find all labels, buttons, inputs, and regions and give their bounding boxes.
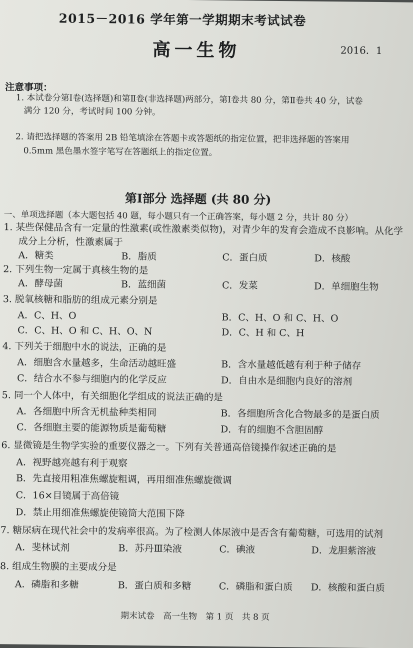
notice-title: 注意事项： bbox=[5, 82, 53, 94]
option: A．细胞含水量越多，生命活动越旺盛 bbox=[17, 357, 177, 370]
option: B．含水量越低越有利于种子储存 bbox=[221, 359, 362, 372]
question-stem: 7. 糖尿病在现代社会中的发病率很高。为了检测人体尿液中是否含有葡萄糖，可选用的试剂 bbox=[0, 525, 384, 541]
option: D．禁止用细准焦螺旋使镜筒大范围下降 bbox=[15, 507, 185, 520]
option: A．糖类 bbox=[18, 250, 54, 262]
option: D．有的细胞不含胆固醇 bbox=[220, 424, 324, 437]
option: D．核酸 bbox=[314, 253, 351, 265]
option: A．斐林试剂 bbox=[15, 542, 70, 554]
option: B．蓝细菌 bbox=[120, 279, 167, 291]
option: C．发菜 bbox=[221, 280, 258, 292]
option: A．酵母菌 bbox=[17, 278, 63, 290]
option: D．龙胆紫溶液 bbox=[311, 545, 376, 557]
option: C．结合水不参与细胞内的化学反应 bbox=[16, 373, 167, 386]
notice-line: 2. 请把选择题的答案用 2B 铅笔填涂在答题卡或答题纸的指定位置，把非选择题的答案用 bbox=[15, 132, 350, 146]
subject-title: 高一生物 bbox=[152, 39, 241, 62]
page-footer: 期末试卷 高一生物 第 1 页 共 8 页 bbox=[120, 611, 270, 623]
question-stem: 2. 下列生物一定属于真核生物的是 bbox=[3, 264, 149, 277]
notice-line: 1. 本试卷分第Ⅰ卷(选择题)和第Ⅱ卷(非选择题)两部分，第Ⅰ卷共 80 分，第Ⅱ卷共 40 分，试卷 bbox=[15, 93, 363, 107]
option: C．蛋白质 bbox=[222, 252, 268, 264]
section-heading: 一、单项选择题（本大题包括 40 题，每小题只有一个正确答案，每小题 2 分，共计 80 分） bbox=[3, 210, 354, 224]
question-stem: 5. 同一个人体中，有关细胞化学组成的说法正确的是 bbox=[1, 390, 223, 404]
option: C．各细胞主要的能源物质是葡萄糖 bbox=[16, 422, 167, 435]
notice-line: 0.5mm 黑色墨水签字笔写在答题纸上的指定位置。 bbox=[23, 146, 218, 159]
question-stem: 3. 脱氧核糖和脂肪的组成元素分别是 bbox=[2, 294, 158, 307]
option: B．蛋白质和多糖 bbox=[117, 580, 192, 593]
option: B．C、H、O 和 C、H、O bbox=[221, 312, 339, 325]
option: A．磷脂和多糖 bbox=[14, 579, 79, 591]
exam-date: 2016．1 bbox=[340, 45, 383, 58]
question-stem: 4. 下列关于细胞中水的说法，正确的是 bbox=[2, 341, 167, 354]
option: C．C、H、O 和 C、H、O、N bbox=[17, 325, 153, 338]
option: C．磷脂和蛋白质 bbox=[218, 581, 293, 594]
part-title: 第Ⅰ部分 选择题 (共 80 分) bbox=[124, 191, 272, 207]
option: A．各细胞中所含无机盐种类相同 bbox=[16, 406, 157, 419]
option: A．视野越亮越有利于观察 bbox=[16, 457, 128, 470]
question-stem: 成分上分析，性激素属于 bbox=[18, 236, 124, 249]
option: B．各细胞所含化合物最多的是蛋白质 bbox=[220, 408, 380, 422]
option: D．自由水是细胞内良好的溶剂 bbox=[220, 375, 353, 388]
question-stem: 8. 组成生物膜的主要成分是 bbox=[0, 561, 117, 574]
option: B．先直接用粗准焦螺旋粗调，再用细准焦螺旋微调 bbox=[15, 473, 232, 487]
option: D．单细胞生物 bbox=[313, 281, 379, 294]
question-stem: 1. 某些保健品含有一定量的性激素(或性激素类似物)，对青少年的发育会造成不良影响。从化学 bbox=[3, 222, 404, 238]
option: D．C、H 和 C、H bbox=[221, 327, 305, 340]
notice-line: 满分 120 分，考试时间 100 分钟。 bbox=[23, 106, 161, 118]
option: B．苏丹Ⅲ染液 bbox=[118, 543, 182, 555]
option: A．C、H、O bbox=[17, 310, 77, 322]
option: D．核酸和蛋白质 bbox=[310, 582, 386, 595]
option: B．脂质 bbox=[121, 251, 157, 263]
exam-title: 2015－2016 学年第一学期期末考试试卷 bbox=[58, 10, 307, 29]
option: C．16×目镜属于高倍镜 bbox=[15, 490, 120, 503]
option: C．碘液 bbox=[219, 544, 256, 556]
question-stem: 6. 显微镜是生物学实验的重要仪器之一。下列有关普通高倍镜操作叙述正确的是 bbox=[1, 440, 337, 455]
